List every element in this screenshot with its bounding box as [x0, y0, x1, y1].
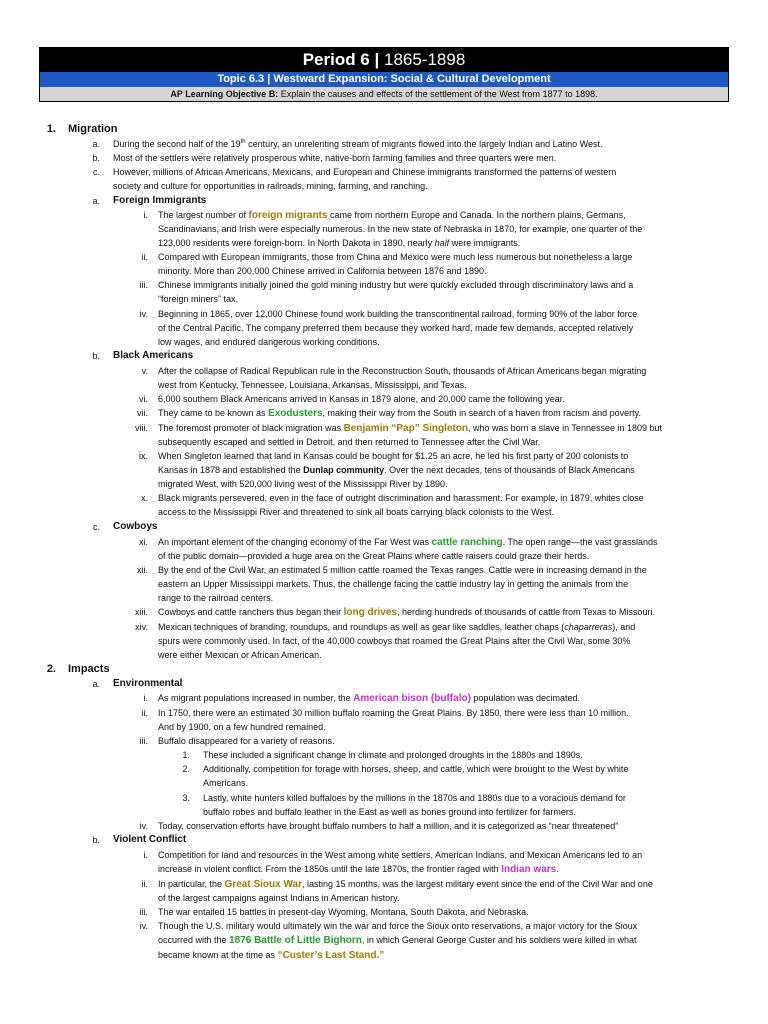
list-item-cont: minority. More than 200,000 Chinese arrived in California between 1876 and 1890. — [158, 266, 487, 276]
list-item-cont: occurred with the 1876 Battle of Little Bighorn, in which General George Custer and his soldiers were killed in what — [158, 935, 637, 946]
list-marker: c. — [92, 522, 100, 532]
list-item-cont: migrated West, with 520,000 living west of the Mississippi River by 1890. — [158, 479, 448, 489]
list-marker: xi. — [139, 537, 148, 547]
list-item: When Singleton learned that land in Kansas could be bought for $1.25 an acre, he led his first party of 200 colonists to — [158, 451, 629, 461]
list-item: Buffalo disappeared for a variety of reasons. — [158, 736, 335, 746]
list-item-cont: Americans. — [203, 778, 249, 788]
list-item: In particular, the Great Sioux War, lasting 15 months, was the largest military event since the end of the Civil War and one — [158, 879, 653, 890]
list-item: They came to be known as Exodusters, making their way from the South in search of a haven from racism and poverty. — [158, 408, 642, 419]
list-item-cont: spurs were commonly used. In fact, of the 40,000 cowboys that roamed the Great Plains after the Civil War, some 30% — [158, 636, 631, 646]
list-item: Though the U.S. military would ultimately win the war and force the Sioux onto reservations, a major victory for the Sioux — [158, 921, 638, 931]
list-marker: c. — [92, 167, 100, 177]
list-marker: iii. — [139, 736, 148, 746]
list-item: An important element of the changing economy of the Far West was cattle ranching. The open range—the vast grasslands — [158, 537, 658, 548]
learning-objective: AP Learning Objective B: Explain the causes and effects of the settlement of the West from 1877 to 1898. — [39, 87, 729, 102]
list-item-cont: range to the railroad centers. — [158, 593, 274, 603]
section-title: Impacts — [68, 663, 110, 675]
section-title: Migration — [68, 123, 118, 135]
list-item-cont: were either Mexican or African American. — [158, 650, 322, 660]
list-item: Chinese immigrants initially joined the gold mining industry but were quickly excluded through discriminatory laws and a — [158, 280, 634, 290]
list-marker: iv. — [139, 821, 148, 831]
list-item-cont: subsequently escaped and settled in Detroit, and then returned to Tennessee after the Civil War. — [158, 437, 541, 447]
list-marker: a. — [92, 139, 100, 149]
list-marker: iv. — [139, 309, 148, 319]
list-marker: iv. — [139, 921, 148, 931]
subsection-title: Black Americans — [113, 350, 194, 361]
list-item: Lastly, white hunters killed buffaloes by the millions in the 1870s and 1880s due to a voracious demand for — [203, 793, 626, 803]
list-marker: xiii. — [135, 607, 148, 617]
subsection-title: Foreign Immigrants — [113, 195, 207, 206]
list-item: Additionally, competition for forage with horses, sheep, and cattle, which were brought to the West by white — [203, 764, 629, 774]
subsection-title: Cowboys — [113, 521, 158, 532]
list-item-cont: eastern an Upper Mississippi markets. Thus, the challenge facing the cattle industry lay in getting the animals from the — [158, 579, 629, 589]
list-item-cont: of the Central Pacific. The company preferred them because they worked hard, made few demands, accepted relatively — [158, 323, 634, 333]
list-item: Competition for land and resources in the West among white settlers, American Indians, and Mexican Americans led to an — [158, 850, 643, 860]
list-marker: ii. — [141, 252, 148, 262]
list-item-cont: Kansas in 1878 and established the Dunlap community. Over the next decades, tens of thousands of Black Americans — [158, 465, 635, 475]
list-item-cont: And by 1900, on a few hundred remained. — [158, 722, 326, 732]
list-marker: vi. — [139, 394, 148, 404]
list-item-cont: society and culture for opportunities in railroads, mining, farming, and ranching. — [113, 181, 428, 191]
list-item: As migrant populations increased in number, the American bison (buffalo) population was decimated. — [158, 693, 580, 704]
list-marker: vii. — [137, 408, 148, 418]
list-item: However, millions of African Americans, Mexicans, and European and Chinese immigrants transformed the patterns of western — [113, 167, 617, 177]
subsection-title: Violent Conflict — [113, 834, 187, 845]
list-item-cont: of the largest campaigns against Indians in American history. — [158, 893, 400, 903]
list-marker: ii. — [141, 708, 148, 718]
list-item-cont: “foreign miners” tax. — [158, 294, 239, 304]
list-marker: i. — [143, 693, 148, 703]
list-item-cont: buffalo robes and buffalo leather in the East as well as bones ground into fertilizer for farmers. — [203, 807, 576, 817]
list-item: The largest number of foreign migrants came from northern Europe and Canada. In the northern plains, Germans, — [158, 210, 626, 221]
list-marker: i. — [143, 210, 148, 220]
list-marker: a. — [92, 196, 100, 206]
list-item: The war entailed 15 battles in present-day Wyoming, Montana, South Dakota, and Nebraska. — [158, 907, 529, 917]
list-marker: x. — [140, 493, 148, 503]
list-item: Black migrants persevered, even in the face of outright discrimination and harassment. For example, in 1879, whites close — [158, 493, 644, 503]
list-marker: ii. — [141, 879, 148, 889]
list-marker: xii. — [137, 565, 148, 575]
list-marker: viii. — [135, 423, 148, 433]
list-item: The foremost promoter of black migration was Benjamin “Pap” Singleton, who was born a slave in Tennessee in 1809 but — [158, 423, 663, 434]
list-marker: 2. — [182, 764, 190, 774]
section-number: 2. — [46, 663, 56, 675]
list-item: Beginning in 1865, over 12,000 Chinese found work building the transcontinental railroad, forming 90% of the labor force — [158, 309, 638, 319]
list-item-cont: low wages, and endured dangerous working conditions. — [158, 337, 380, 347]
list-marker: b. — [92, 351, 100, 361]
list-marker: b. — [92, 835, 100, 845]
list-marker: a. — [92, 679, 100, 689]
list-item: Mexican techniques of branding, roundups, and roundups as well as gear like saddles, leather chaps (chaparreras), and — [158, 622, 636, 632]
list-item: Cowboys and cattle ranchers thus began their long drives, herding hundreds of thousands of cattle from Texas to Missouri. — [158, 607, 655, 618]
list-item: Today, conservation efforts have brought buffalo numbers to half a million, and it is categorized as “near threatened” — [158, 821, 619, 831]
list-item: In 1750, there were an estimated 30 million buffalo roaming the Great Plains. By 1850, there were less than 10 million. — [158, 708, 629, 718]
list-item-cont: access to the Mississippi River and threatened to sink all boats carrying black colonists to the West. — [158, 507, 555, 517]
list-marker: ix. — [139, 451, 148, 461]
list-item-cont: Scandinavians, and Irish were especially numerous. In the new state of Nebraska in 1870, for example, one quarter of the — [158, 224, 643, 234]
topic-banner: Topic 6.3 | Westward Expansion: Social & Cultural Development — [39, 72, 729, 87]
list-item: Most of the settlers were relatively prosperous white, native-born farming families and three quarters were men. — [113, 153, 557, 163]
list-marker: xiv. — [135, 622, 148, 632]
list-item: After the collapse of Radical Republican rule in the Reconstruction South, thousands of African Americans began migrating — [158, 366, 647, 376]
list-item: By the end of the Civil War, an estimated 5 million cattle roamed the Texas ranges. Cattle were in increasing demand in the — [158, 565, 647, 575]
list-item-cont: became known at the time as “Custer’s Last Stand.” — [158, 950, 385, 961]
list-marker: iii. — [139, 907, 148, 917]
list-marker: iii. — [139, 280, 148, 290]
list-item-cont: 123,000 residents were foreign-born. In North Dakota in 1890, nearly half were immigrants. — [158, 238, 521, 248]
period-title: Period 6 | 1865-1898 — [39, 47, 729, 72]
list-marker: 3. — [182, 793, 190, 803]
list-item: These included a significant change in climate and prolonged droughts in the 1880s and 1890s. — [203, 750, 583, 760]
list-marker: 1. — [182, 750, 190, 760]
list-item: During the second half of the 19th century, an unrelenting stream of migrants flowed into the largely Indian and Latino West. — [113, 139, 603, 149]
list-item-cont: west from Kentucky, Tennessee, Louisiana, Arkansas, Mississippi, and Texas. — [158, 380, 467, 390]
list-item-cont: of the public domain—provided a huge area on the Great Plains where cattle raisers could graze their herds. — [158, 551, 590, 561]
list-marker: v. — [141, 366, 148, 376]
section-number: 1. — [46, 123, 56, 135]
list-marker: i. — [143, 850, 148, 860]
document-header — [39, 47, 729, 102]
list-item: 6,000 southern Black Americans arrived in Kansas in 1879 alone, and 20,000 came the following year. — [158, 394, 565, 404]
list-item-cont: increase in violent conflict. From the 1850s until the late 1870s, the frontier raged with Indian wars. — [158, 864, 559, 875]
subsection-title: Environmental — [113, 678, 183, 689]
list-item: Compared with European immigrants, those from China and Mexico were much less numerous but nonetheless a large — [158, 252, 633, 262]
list-marker: b. — [92, 153, 100, 163]
